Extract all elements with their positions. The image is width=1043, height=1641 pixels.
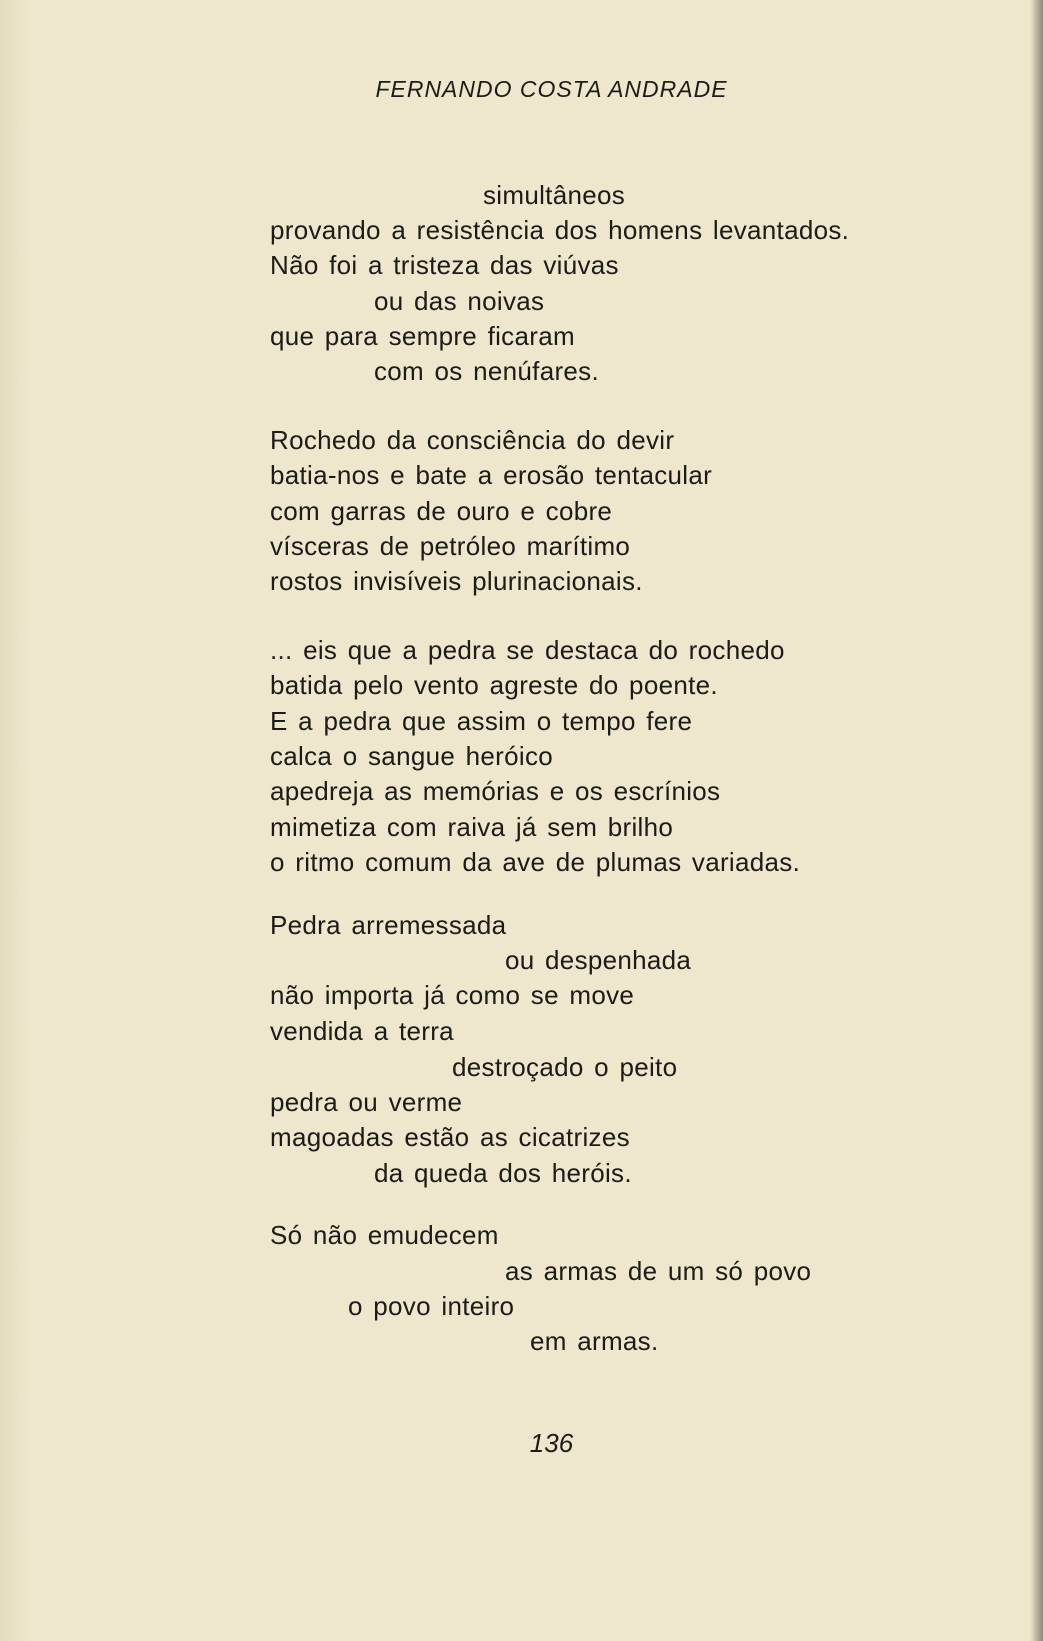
poem-line: com garras de ouro e cobre (270, 496, 613, 526)
poem-line: magoadas estão as cicatrizes (270, 1122, 630, 1152)
poem-line: Rochedo da consciência do devir (270, 425, 675, 455)
poem-line: provando a resistência dos homens levantados. (270, 215, 850, 245)
poem-line: ou despenhada (505, 945, 692, 975)
poem-line: destroçado o peito (452, 1052, 678, 1082)
poem-line: Não foi a tristeza das viúvas (270, 250, 619, 280)
poem-line: da queda dos heróis. (374, 1158, 632, 1188)
poem-line: pedra ou verme (270, 1087, 463, 1117)
poem-line: que para sempre ficaram (270, 321, 575, 351)
page-gutter (0, 0, 22, 1641)
poem-line: mimetiza com raiva já sem brilho (270, 812, 674, 842)
poem-line: ... eis que a pedra se destaca do rochedo (270, 635, 785, 665)
poem-line: simultâneos (483, 180, 626, 210)
poem-line: vísceras de petróleo marítimo (270, 531, 631, 561)
poem-line: apedreja as memórias e os escrínios (270, 776, 721, 806)
poem-line: com os nenúfares. (374, 356, 599, 386)
poem-line: vendida a terra (270, 1016, 454, 1046)
poem-line: Pedra arremessada (270, 910, 507, 940)
poem-line: o ritmo comum da ave de plumas variadas. (270, 847, 801, 877)
poem-line: não importa já como se move (270, 980, 635, 1010)
page-edge (1033, 0, 1043, 1641)
poem-line: rostos invisíveis plurinacionais. (270, 566, 643, 596)
page-number: 136 (529, 1428, 574, 1458)
poem-line: o povo inteiro (348, 1291, 515, 1321)
poem-line: E a pedra que assim o tempo fere (270, 706, 693, 736)
poem-line: batida pelo vento agreste do poente. (270, 670, 718, 700)
running-header: FERNANDO COSTA ANDRADE (375, 76, 728, 102)
poem-line: ou das noivas (374, 286, 545, 316)
poem-line: calca o sangue heróico (270, 741, 554, 771)
poem-line: batia-nos e bate a erosão tentacular (270, 460, 713, 490)
poem-line: Só não emudecem (270, 1220, 499, 1250)
poem-line: as armas de um só povo (505, 1256, 812, 1286)
poem-line: em armas. (530, 1326, 659, 1356)
